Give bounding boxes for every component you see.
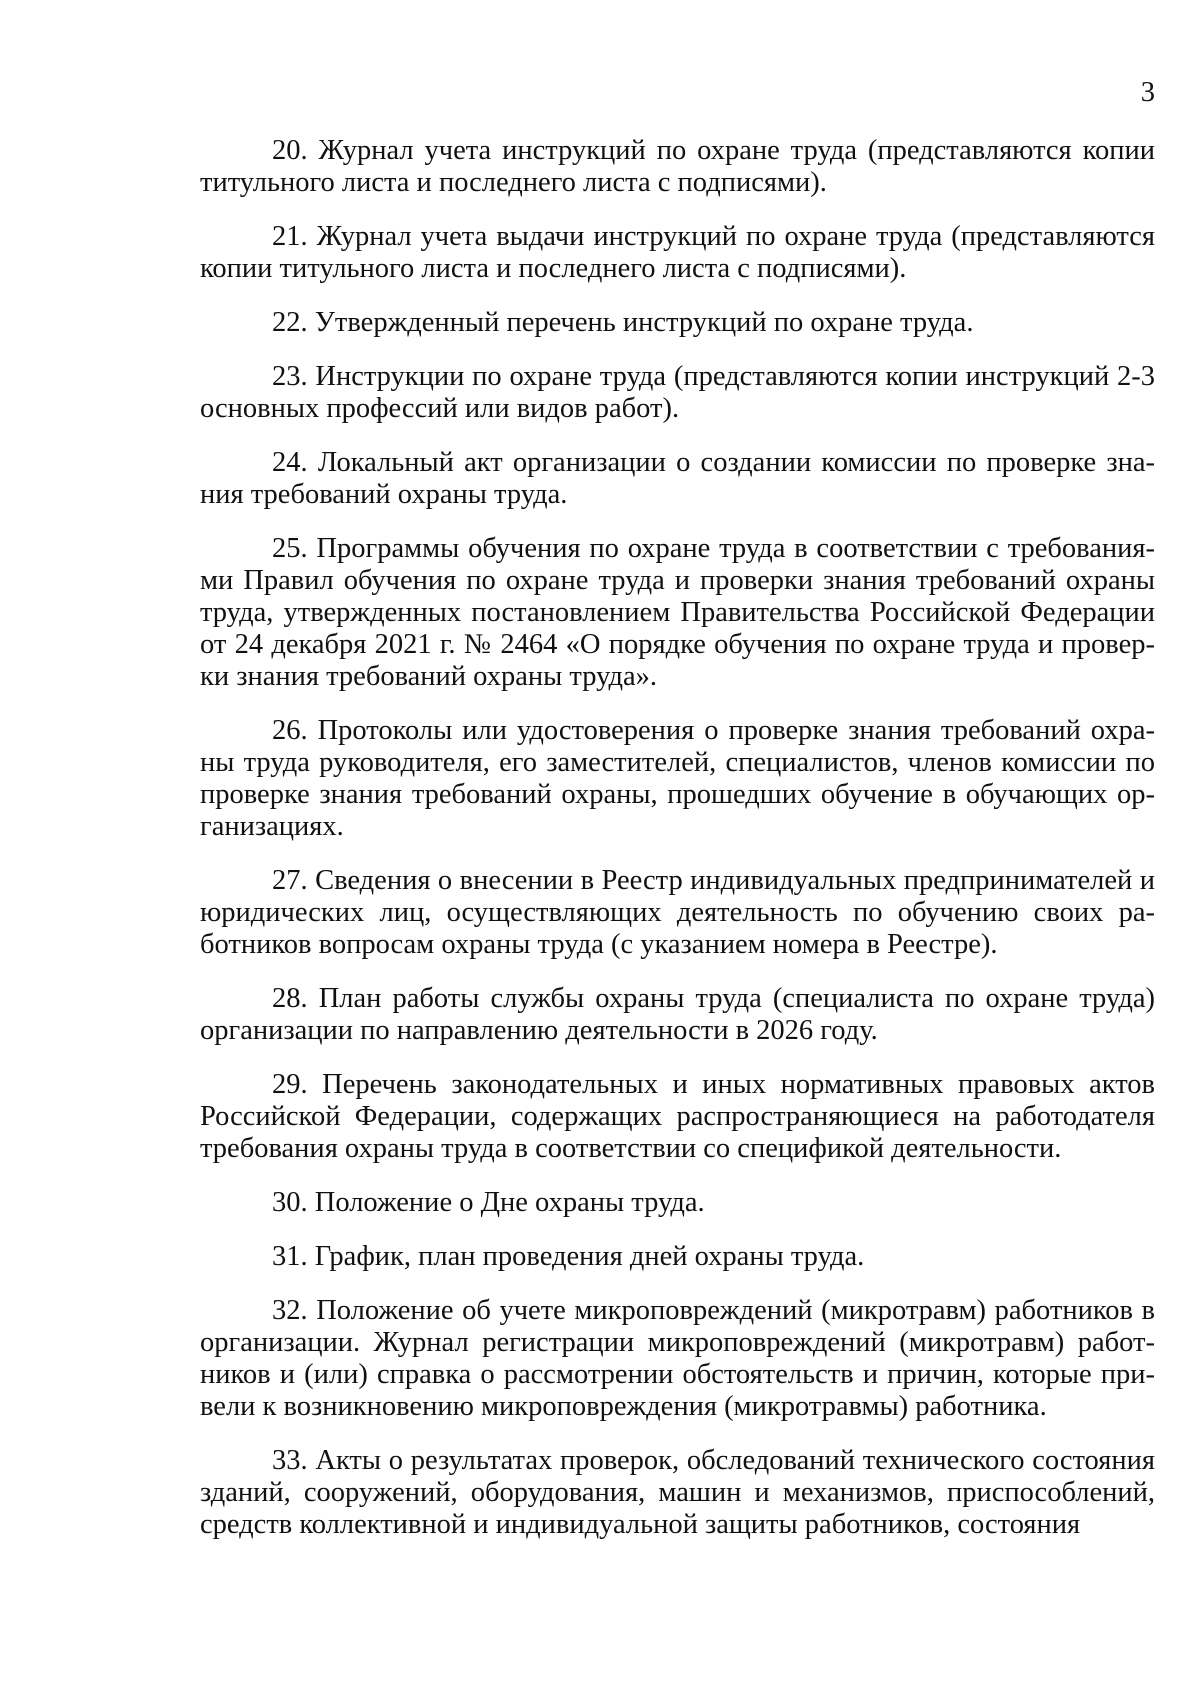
- list-item-23: 23. Инструкции по охране труда (представляются копии инструкций 2-3 основных профессий или видов работ).: [200, 361, 1155, 424]
- list-item-27: 27. Сведения о внесении в Реестр индивидуальных предпринимателей и юридических лиц, осуществляющих деятельность по обучению своих работников вопросам охраны труда (с указанием номера в Реестре).: [200, 865, 1155, 960]
- list-item-29: 29. Перечень законодательных и иных нормативных правовых актов Российской Федерации, содержащих распространяющиеся на работодателя требования охраны труда в соответствии со спецификой деятельности.: [200, 1069, 1155, 1164]
- list-item-31: 31. График, план проведения дней охраны труда.: [272, 1241, 865, 1272]
- list-item-25: 25. Программы обучения по охране труда в соответствии с требованиями Правил обучения по охране труда и проверки знания требований охраны труда, утвержденных постановлением Правительства Российской Федерации от 24 декабря 2021 г. № 2464 «О порядке обучения по охране труда и проверки знания требований охраны труда».: [200, 533, 1155, 692]
- list-item-28: 28. План работы службы охраны труда (специалиста по охране труда) организации по направлению деятельности в 2026 году.: [200, 983, 1155, 1046]
- document-body: [200, 135, 1155, 1541]
- list-item-20: 20. Журнал учета инструкций по охране труда (представляются копии титульного листа и последнего листа с подписями).: [200, 135, 1155, 198]
- list-item-21: 21. Журнал учета выдачи инструкций по охране труда (представляются копии титульного листа и последнего листа с подписями).: [200, 221, 1155, 284]
- list-item-32: 32. Положение об учете микроповреждений (микротравм) работников в организации. Журнал регистрации микроповреждений (микротравм) работников и (или) справка о рассмотрении обстоятельств и причин, которые привели к возникновению микроповреждения (микротравмы) работника.: [200, 1295, 1155, 1422]
- list-item-30: 30. Положение о Дне охраны труда.: [272, 1187, 705, 1218]
- list-item-24: 24. Локальный акт организации о создании комиссии по проверке знания требований охраны труда.: [200, 447, 1155, 510]
- list-item-22: 22. Утвержденный перечень инструкций по охране труда.: [272, 307, 974, 338]
- page-number: 3: [1140, 77, 1155, 108]
- list-item-33: 33. Акты о результатах проверок, обследований технического состояния зданий, сооружений, оборудования, машин и механизмов, приспособлений, средств коллективной и индивидуальной защиты работников, состояния: [200, 1445, 1155, 1540]
- list-item-26: 26. Протоколы или удостоверения о проверке знания требований охраны труда руководителя, его заместителей, специалистов, членов комиссии по проверке знания требований охраны, прошедших обучение в обучающих организациях.: [200, 715, 1155, 842]
